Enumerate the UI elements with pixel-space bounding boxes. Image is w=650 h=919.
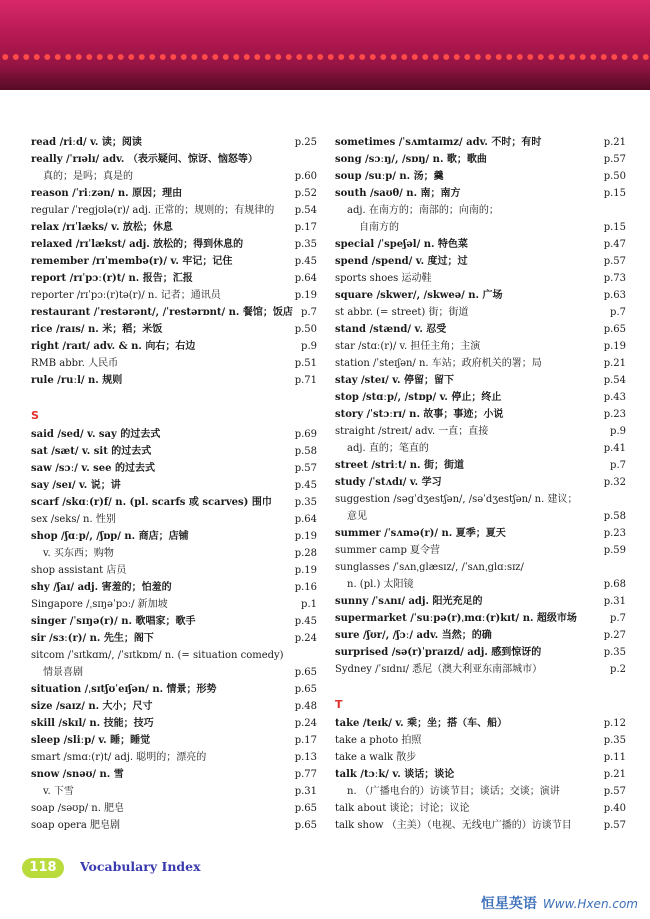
- entry-page: p.15: [603, 188, 626, 199]
- vocab-entry: [335, 423, 626, 440]
- entry-page: p.19: [294, 531, 317, 542]
- vocab-entry: [335, 406, 626, 423]
- vocab-entry: [335, 715, 626, 732]
- vocab-entry: [335, 800, 626, 817]
- vocab-entry: [335, 270, 626, 287]
- vocab-entry: [335, 593, 626, 610]
- entry-text: summer /ˈsʌmə(r)/ n. 夏季；夏天: [335, 528, 506, 539]
- entry-page: p.31: [294, 786, 317, 797]
- entry-page: p.63: [603, 290, 626, 301]
- vocab-entry: [31, 647, 317, 664]
- vocab-entry: [335, 304, 626, 321]
- vocab-entry: [335, 338, 626, 355]
- entry-text: special /ˈspeʃəl/ n. 特色菜: [335, 239, 468, 250]
- vocab-entry: [31, 528, 317, 545]
- entry-text: square /skwer/, /skweə/ n. 广场: [335, 290, 503, 301]
- entry-text: really /ˈrɪəlɪ/ adv. （表示疑问、惊讶、恼怒等）: [31, 154, 258, 165]
- entry-page: p.12: [603, 718, 626, 729]
- vocab-entry: [335, 440, 626, 457]
- entry-text: adj. 在南方的；南部的；向南的；: [347, 205, 499, 216]
- entry-page: p.65: [294, 667, 317, 678]
- watermark-url: Www.Hxen.com: [542, 897, 638, 911]
- vocab-entry: [31, 630, 317, 647]
- vocab-entry: [335, 491, 626, 508]
- entry-page: p.2: [610, 664, 626, 675]
- vocab-entry: [31, 596, 317, 613]
- vocab-entry: [31, 134, 317, 151]
- entry-page: p.57: [603, 820, 626, 831]
- vocab-entry: [335, 236, 626, 253]
- entry-page: p.41: [603, 443, 626, 454]
- entry-page: p.7: [301, 307, 317, 318]
- entry-page: p.58: [294, 446, 317, 457]
- entry-page: p.50: [603, 171, 626, 182]
- entry-text: skill /skɪl/ n. 技能；技巧: [31, 718, 154, 729]
- footer-title: Vocabulary Index: [80, 859, 201, 874]
- entry-page: p.7: [610, 613, 626, 624]
- entry-page: p.60: [294, 171, 317, 182]
- entry-page: p.17: [294, 222, 317, 233]
- entry-page: p.65: [294, 820, 317, 831]
- entry-text: v. 买东西；购物: [43, 548, 114, 559]
- vocab-entry: [335, 219, 626, 236]
- entry-page: p.9: [610, 426, 626, 437]
- vocab-entry: [335, 627, 626, 644]
- entry-page: p.19: [294, 290, 317, 301]
- section-gap: [31, 389, 317, 406]
- entry-text: smart /smɑː(r)t/ adj. 聪明的；漂亮的: [31, 752, 207, 763]
- entry-page: p.57: [294, 463, 317, 474]
- entry-page: p.57: [603, 154, 626, 165]
- vocab-entry: [335, 151, 626, 168]
- entry-text: street /striːt/ n. 街；街道: [335, 460, 464, 471]
- entry-text: talk show （主美）（电视、无线电广播的）访谈节目: [335, 820, 572, 831]
- header-banner: [0, 0, 650, 90]
- entry-page: p.13: [294, 752, 317, 763]
- vocab-entry: [31, 202, 317, 219]
- vocab-entry: [335, 372, 626, 389]
- vocab-entry: [31, 236, 317, 253]
- vocab-entry: [335, 168, 626, 185]
- page-number-badge: 118: [22, 858, 64, 878]
- vocab-entry: [31, 800, 317, 817]
- vocab-entry: [335, 202, 626, 219]
- vocab-entry: [31, 732, 317, 749]
- entry-page: p.57: [603, 256, 626, 267]
- entry-text: Sydney /ˈsɪdnɪ/ 悉尼（澳大利亚东南部城市）: [335, 664, 543, 675]
- vocab-entry: [335, 457, 626, 474]
- entry-text: right /raɪt/ adv. & n. 向右；右边: [31, 341, 196, 352]
- entry-text: sex /seks/ n. 性别: [31, 514, 116, 525]
- entry-page: p.35: [603, 735, 626, 746]
- vocab-entry: [335, 644, 626, 661]
- entry-text: stop /stɑːp/, /stɒp/ v. 停止；终止: [335, 392, 502, 403]
- entry-text: read /riːd/ v. 读；阅读: [31, 137, 142, 148]
- vocab-entry: [31, 511, 317, 528]
- entry-text: Singapore /ˌsɪŋəˈpɔː/ 新加坡: [31, 599, 168, 610]
- vocab-entry: [31, 545, 317, 562]
- entry-text: reason /ˈriːzən/ n. 原因；理由: [31, 188, 183, 199]
- vocab-entry: [31, 253, 317, 270]
- entry-text: surprised /sə(r)ˈpraɪzd/ adj. 感到惊讶的: [335, 647, 542, 658]
- vocab-entry: [31, 219, 317, 236]
- entry-text: sitcom /ˈsɪtkɑm/, /ˈsɪtkɒm/ n. (= situation comedy): [31, 650, 284, 661]
- vocab-entry: [335, 525, 626, 542]
- entry-text: singer /ˈsɪŋə(r)/ n. 歌唱家；歌手: [31, 616, 196, 627]
- entry-text: soap /səʊp/ n. 肥皂: [31, 803, 125, 814]
- entry-page: p.59: [603, 545, 626, 556]
- vocab-entry: [31, 270, 317, 287]
- entry-text: scarf /skɑː(r)f/ n. (pl. scarfs 或 scarves) 围巾: [31, 497, 272, 508]
- entry-text: summer camp 夏令营: [335, 545, 441, 556]
- vocab-entry: [335, 185, 626, 202]
- entry-text: rule /ruːl/ n. 规则: [31, 375, 123, 386]
- entry-text: 自南方的: [359, 222, 399, 233]
- vocab-entry: [31, 664, 317, 681]
- entry-text: relax /rɪˈlæks/ v. 放松；休息: [31, 222, 173, 233]
- entry-page: p.45: [294, 256, 317, 267]
- entry-page: p.71: [294, 375, 317, 386]
- vocab-entry: [31, 355, 317, 372]
- entry-text: star /stɑː(r)/ v. 担任主角；主演: [335, 341, 481, 352]
- vocab-entry: [335, 559, 626, 576]
- vocab-entry: [335, 576, 626, 593]
- entry-page: p.45: [294, 616, 317, 627]
- entry-page: p.52: [294, 188, 317, 199]
- entry-text: sure /ʃʊr/, /ʃɔː/ adv. 当然；的确: [335, 630, 492, 641]
- entry-text: n. （广播电台的）访谈节目；谈话；交谈；演讲: [347, 786, 560, 797]
- vocab-entry: [335, 389, 626, 406]
- vocab-entry: [335, 817, 626, 834]
- vocab-entry: [31, 681, 317, 698]
- entry-page: p.69: [294, 429, 317, 440]
- entry-text: v. 下雪: [43, 786, 74, 797]
- vocab-entry: [31, 168, 317, 185]
- entry-text: stand /stænd/ v. 忍受: [335, 324, 447, 335]
- entry-page: p.54: [294, 205, 317, 216]
- entry-text: said /sed/ v. say 的过去式: [31, 429, 161, 440]
- entry-page: p.48: [294, 701, 317, 712]
- entry-text: south /saʊθ/ n. 南；南方: [335, 188, 461, 199]
- entry-text: talk /tɔːk/ v. 谈话；谈论: [335, 769, 455, 780]
- vocab-entry: [335, 508, 626, 525]
- entry-text: relaxed /rɪˈlækst/ adj. 放松的；得到休息的: [31, 239, 244, 250]
- entry-page: p.7: [610, 307, 626, 318]
- entry-page: p.64: [294, 273, 317, 284]
- entry-text: restaurant /ˈrestərənt/, /ˈrestərɒnt/ n. 餐馆；饭店: [31, 307, 293, 318]
- vocab-entry: [335, 321, 626, 338]
- entry-text: take /teɪk/ v. 乘；坐；搭（车、船）: [335, 718, 508, 729]
- entry-page: p.68: [603, 579, 626, 590]
- entry-page: p.24: [294, 633, 317, 644]
- entry-page: p.27: [603, 630, 626, 641]
- vocab-entry: [335, 474, 626, 491]
- entry-text: sunny /ˈsʌnɪ/ adj. 阳光充足的: [335, 596, 483, 607]
- entry-page: p.9: [301, 341, 317, 352]
- vocab-entry: [31, 460, 317, 477]
- entry-text: rice /raɪs/ n. 米；稻；米饭: [31, 324, 163, 335]
- entry-page: p.24: [294, 718, 317, 729]
- entry-page: p.64: [294, 514, 317, 525]
- section-letter: S: [31, 409, 39, 422]
- entry-text: adj. 直的；笔直的: [347, 443, 429, 454]
- entry-text: story /ˈstɔːrɪ/ n. 故事；事迹；小说: [335, 409, 504, 420]
- entry-text: supermarket /ˈsuːpə(r)ˌmɑː(r)kɪt/ n. 超级市场: [335, 613, 577, 624]
- entry-page: p.7: [610, 460, 626, 471]
- vocab-entry: [31, 766, 317, 783]
- vocabulary-column-left: [31, 134, 317, 834]
- entry-text: talk about 谈论；讨论；议论: [335, 803, 470, 814]
- entry-page: p.25: [294, 137, 317, 148]
- section-letter: T: [335, 698, 343, 711]
- vocab-entry: [31, 477, 317, 494]
- vocab-entry: [31, 372, 317, 389]
- entry-page: p.21: [603, 769, 626, 780]
- vocab-entry: [335, 732, 626, 749]
- entry-text: shy /ʃaɪ/ adj. 害羞的；怕羞的: [31, 582, 172, 593]
- vocab-entry: [31, 443, 317, 460]
- entry-text: suggestion /səgˈdʒestʃən/, /səˈdʒestʃən/ n. 建议；: [335, 494, 578, 505]
- entry-page: p.57: [603, 786, 626, 797]
- entry-text: sunglasses /ˈsʌnˌglæsɪz/, /ˈsʌnˌglɑːsɪz/: [335, 562, 524, 573]
- entry-page: p.17: [294, 735, 317, 746]
- vocab-entry: [335, 783, 626, 800]
- entry-text: straight /streɪt/ adv. 一直；直接: [335, 426, 489, 437]
- entry-page: p.77: [294, 769, 317, 780]
- entry-text: size /saɪz/ n. 大小；尺寸: [31, 701, 153, 712]
- entry-page: p.47: [603, 239, 626, 250]
- vocab-entry: [31, 304, 317, 321]
- vocab-entry: [335, 610, 626, 627]
- vocab-entry: [335, 661, 626, 678]
- entry-text: study /ˈstʌdɪ/ v. 学习: [335, 477, 442, 488]
- entry-text: regular /ˈregjʊlə(r)/ adj. 正常的；规则的；有规律的: [31, 205, 275, 216]
- entry-page: p.31: [603, 596, 626, 607]
- entry-page: p.73: [603, 273, 626, 284]
- entry-page: p.35: [294, 497, 317, 508]
- entry-page: p.32: [603, 477, 626, 488]
- entry-text: 意见: [347, 511, 367, 522]
- entry-page: p.65: [603, 324, 626, 335]
- entry-page: p.50: [294, 324, 317, 335]
- entry-text: reporter /rɪˈpɔː(r)tə(r)/ n. 记者；通讯员: [31, 290, 221, 301]
- vocab-entry: [335, 253, 626, 270]
- entry-page: p.28: [294, 548, 317, 559]
- vocab-entry: [31, 321, 317, 338]
- entry-text: song /sɔːŋ/, /sɒŋ/ n. 歌；歌曲: [335, 154, 487, 165]
- watermark: [481, 893, 638, 913]
- vocab-entry: [335, 287, 626, 304]
- entry-text: 情景喜剧: [43, 667, 83, 678]
- entry-page: p.54: [603, 375, 626, 386]
- entry-text: soap opera 肥皂剧: [31, 820, 120, 831]
- entry-page: p.23: [603, 528, 626, 539]
- vocab-entry: [335, 355, 626, 372]
- entry-text: stay /steɪ/ v. 停留；留下: [335, 375, 454, 386]
- entry-page: p.58: [603, 511, 626, 522]
- entry-page: p.21: [603, 137, 626, 148]
- vocab-entry: [31, 185, 317, 202]
- banner-shade: [0, 66, 650, 90]
- entry-page: p.40: [603, 803, 626, 814]
- entry-text: say /seɪ/ v. 说；讲: [31, 480, 121, 491]
- entry-page: p.51: [294, 358, 317, 369]
- vocab-entry: [31, 749, 317, 766]
- entry-page: p.65: [294, 684, 317, 695]
- entry-page: p.23: [603, 409, 626, 420]
- vocab-entry: [335, 766, 626, 783]
- vocab-entry: [335, 542, 626, 559]
- entry-page: p.45: [294, 480, 317, 491]
- vocab-entry: [31, 698, 317, 715]
- entry-text: sports shoes 运动鞋: [335, 273, 432, 284]
- entry-page: p.65: [294, 803, 317, 814]
- entry-text: take a walk 散步: [335, 752, 417, 763]
- entry-text: remember /rɪˈmembə(r)/ v. 牢记；记住: [31, 256, 233, 267]
- entry-page: p.1: [301, 599, 317, 610]
- entry-page: p.11: [603, 752, 626, 763]
- entry-page: p.43: [603, 392, 626, 403]
- section-gap: [335, 678, 626, 695]
- entry-text: sat /sæt/ v. sit 的过去式: [31, 446, 152, 457]
- vocab-entry: [31, 562, 317, 579]
- vocab-entry: [31, 338, 317, 355]
- entry-text: sir /sɜː(r)/ n. 先生；阁下: [31, 633, 154, 644]
- entry-text: RMB abbr. 人民币: [31, 358, 119, 369]
- entry-text: sometimes /ˈsʌmtaɪmz/ adv. 不时；有时: [335, 137, 542, 148]
- entry-text: take a photo 拍照: [335, 735, 422, 746]
- dot-row-decoration: [0, 52, 650, 62]
- vocab-entry: [335, 749, 626, 766]
- vocab-entry: [335, 134, 626, 151]
- vocab-entry: [31, 783, 317, 800]
- vocab-entry: [31, 151, 317, 168]
- entry-text: 真的；是吗；真是的: [43, 171, 133, 182]
- vocab-entry: [31, 817, 317, 834]
- entry-text: shop /ʃɑːp/, /ʃɒp/ n. 商店；店铺: [31, 531, 189, 542]
- vocab-entry: [31, 715, 317, 732]
- entry-text: snow /snəʊ/ n. 雪: [31, 769, 124, 780]
- entry-page: p.16: [294, 582, 317, 593]
- entry-text: st abbr. (= street) 街；街道: [335, 307, 469, 318]
- entry-page: p.21: [603, 358, 626, 369]
- entry-page: p.35: [603, 647, 626, 658]
- entry-text: shop assistant 店员: [31, 565, 127, 576]
- vocab-entry: [31, 579, 317, 596]
- entry-text: station /ˈsteɪʃən/ n. 车站；政府机关的署；局: [335, 358, 542, 369]
- entry-text: saw /sɔː/ v. see 的过去式: [31, 463, 155, 474]
- entry-text: soup /suːp/ n. 汤；羹: [335, 171, 444, 182]
- vocab-entry: [31, 613, 317, 630]
- entry-page: p.19: [603, 341, 626, 352]
- entry-page: p.19: [294, 565, 317, 576]
- vocab-entry: [31, 426, 317, 443]
- entry-text: n. (pl.) 太阳镜: [347, 579, 414, 590]
- entry-text: report /rɪˈpɔː(r)t/ n. 报告；汇报: [31, 273, 193, 284]
- entry-page: p.15: [603, 222, 626, 233]
- entry-text: situation /ˌsɪtʃʊˈeɪʃən/ n. 情景；形势: [31, 684, 217, 695]
- entry-text: sleep /sliːp/ v. 睡；睡觉: [31, 735, 151, 746]
- vocab-entry: [31, 287, 317, 304]
- entry-text: spend /spend/ v. 度过；过: [335, 256, 468, 267]
- vocabulary-column-right: [335, 134, 626, 834]
- watermark-brand: 恒星英语: [480, 896, 537, 912]
- entry-page: p.35: [294, 239, 317, 250]
- vocab-entry: [31, 494, 317, 511]
